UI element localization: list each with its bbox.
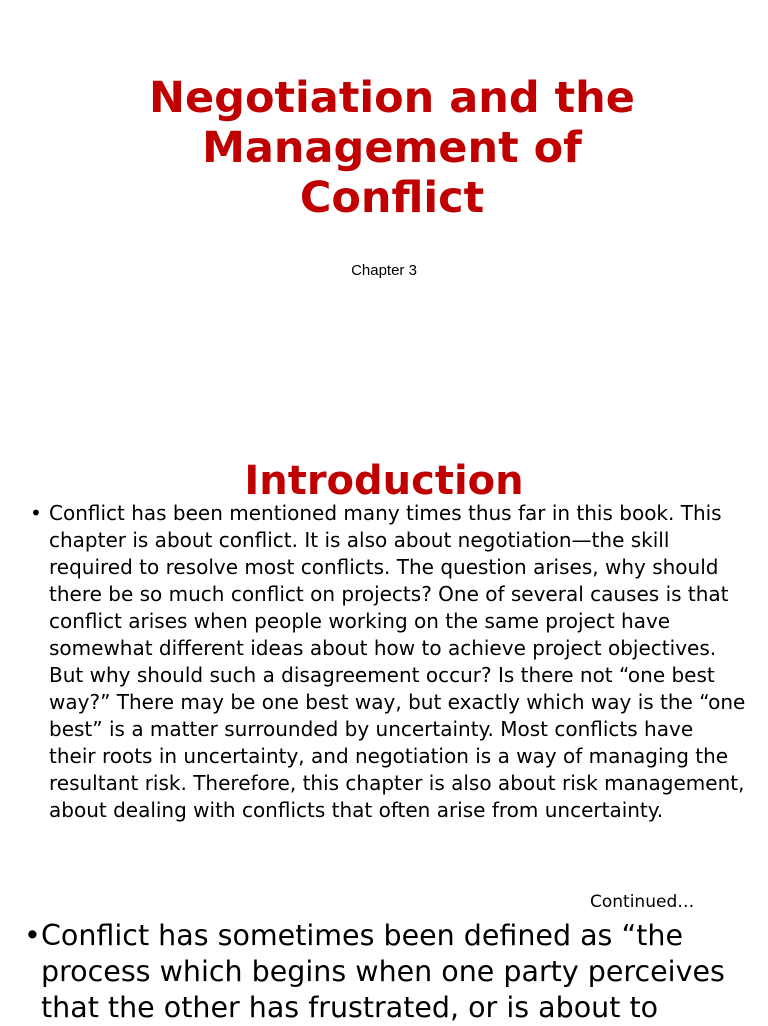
chapter-subtitle: Chapter 3 [351,262,417,279]
title-line-2: Management of [202,123,582,173]
introduction-bullet-list [30,500,746,824]
title-line-3: Conflict [299,173,485,223]
list-item [24,918,748,1026]
list-item [30,500,746,824]
bullet-icon: • [24,919,41,952]
continued-label: Continued… [590,892,695,912]
continued-bullet-list [24,918,748,1026]
bullet-icon: • [30,501,42,525]
introduction-heading: Introduction [244,458,524,504]
bullet-text: Conflict has sometimes been defined as “the process which begins when one party perceives that the other has frustrated, or is about to [41,919,725,1024]
title-line-1: Negotiation and the [149,73,635,123]
bullet-text: Conflict has been mentioned many times thus far in this book. This chapter is about conflict. It is also about negotiation—the skill required to resolve most conflicts. The question arises, why should there be so much conflict on projects? One of several causes is that conflict arises when people working on the same project have somewhat different ideas about how to achieve project objectives. But why should such a disagreement occur? Is there not “one best way?” There may be one best way, but exactly which way is the “one best” is a matter surrounded by uncertainty. Most conflicts have their roots in uncertainty, and negotiation is a way of managing the resultant risk. Therefore, this chapter is also about risk management, about dealing with conflicts that often arise from uncertainty. [49,501,746,822]
slide-title [8,73,768,223]
